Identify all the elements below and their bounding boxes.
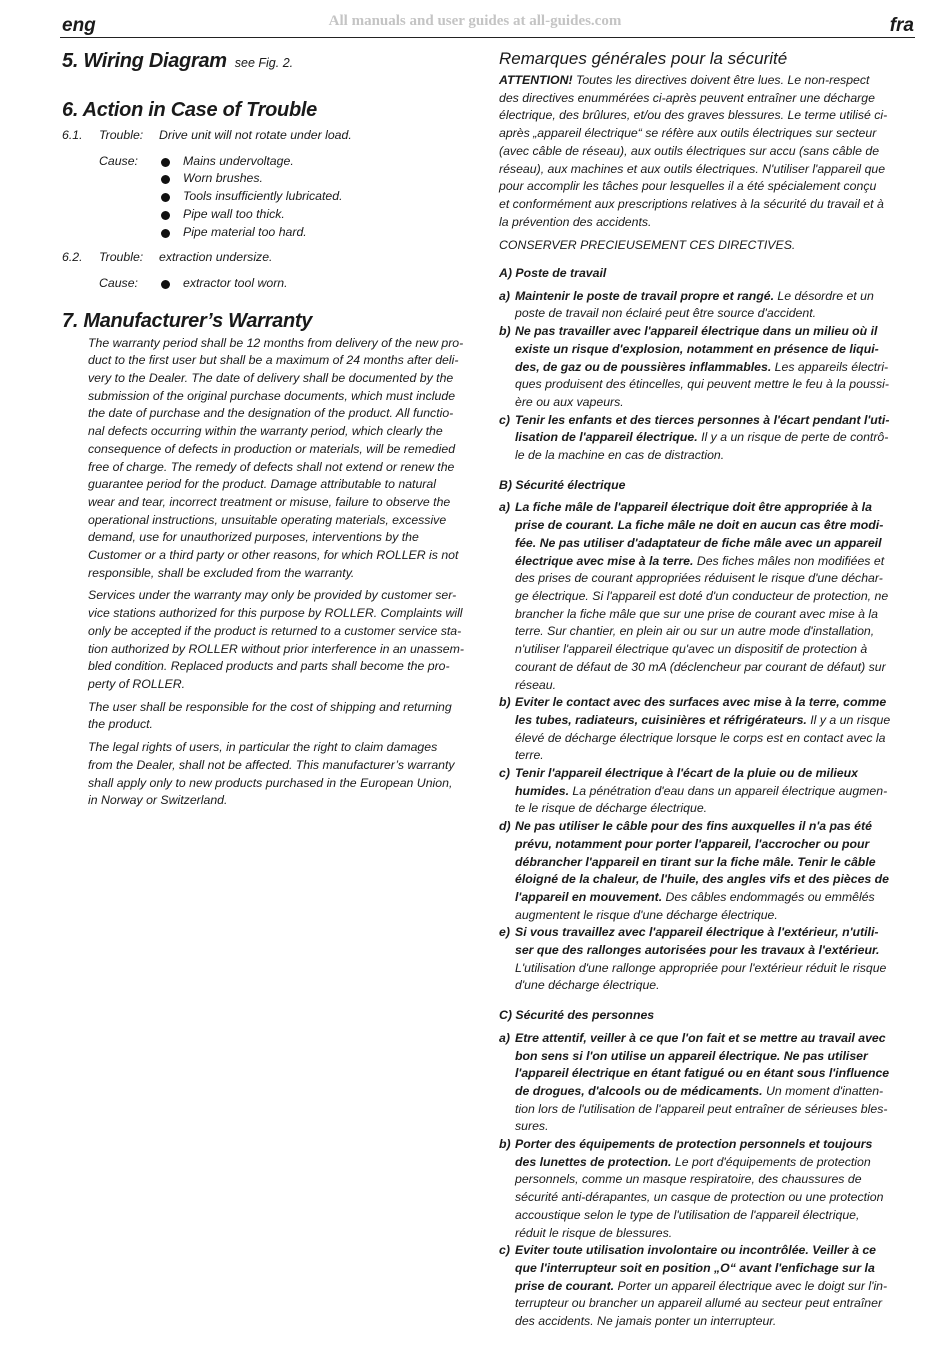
text-line: La fiche mâle de l'appareil électrique doit être appropriée à la (515, 500, 872, 515)
section-5-title: 5. Wiring Diagram (62, 50, 227, 72)
trouble-label: Trouble: (99, 250, 144, 265)
cause-label: Cause: (99, 153, 138, 168)
language-label-eng: eng (62, 15, 96, 36)
safety-item (499, 499, 913, 694)
safety-item (499, 412, 913, 465)
section-6-title: 6. Action in Case of Trouble (62, 99, 317, 121)
cause-item: Pipe material too hard. (159, 224, 343, 242)
trouble-6-2 (62, 249, 476, 292)
text-line: guarantee period for the product. Damage attributable to natural (88, 477, 436, 492)
language-label-fra: fra (889, 15, 914, 36)
left-column (62, 48, 476, 810)
text-line: Ne pas travailler avec l'appareil électrique dans un milieu où il (515, 324, 878, 339)
cause-list (159, 275, 288, 293)
text-line: Maintenir le poste de travail propre et rangé. (515, 288, 774, 303)
right-column (499, 48, 913, 1331)
text-line: responsible, shall be excluded from the warranty. (88, 565, 355, 580)
watermark: All manuals and user guides at all-guides.com (328, 13, 622, 29)
text-line: Il y a un risque (806, 712, 891, 727)
text-line: Le port d'équipements de protection (671, 1154, 871, 1169)
item-letter: c) (499, 412, 510, 427)
text-line: des prises de courant appropriées réduisent le risque d'une déchar- (515, 571, 883, 586)
text-line: accoustique selon le type de l'utilisation de l'appareil électrique, (515, 1207, 860, 1222)
text-line: éloigné de la chaleur, de l'huile, des angles vifs et des pièces de (515, 872, 890, 887)
section-heading: B) Sécurité électrique (499, 477, 626, 492)
item-letter: d) (499, 819, 511, 834)
text-line: brancher la fiche mâle que sur une prise de courant avec mise à la (515, 606, 878, 621)
text-line: des, de gaz ou de poussières inflammables. (515, 359, 772, 374)
item-text (515, 1136, 913, 1242)
text-line: wear and tear, incorrect treatment or misuse, failure to observe the (88, 494, 451, 509)
item-text (515, 694, 913, 765)
text-line: nal defects occurring within the warranty period, which clearly the (88, 424, 443, 439)
safety-item (499, 1136, 913, 1242)
text-line: (avec câble de réseau), aux outils électriques sur accu (sans câble de (499, 143, 880, 158)
text-line: Il y a un risque de perte de contrô- (697, 430, 889, 445)
text-line: Toutes les directives doivent être lues. Le non-respect (572, 73, 870, 87)
text-line: Des câbles endommagés ou emmêlés (662, 889, 875, 904)
text-line: the product. (88, 717, 153, 732)
text-line: duct to the first user but shall be a maximum of 24 months after deli- (88, 353, 459, 368)
text-line: courant de défaut de 30 mA (déclencheur par courant de défaut) sur (515, 659, 886, 674)
text-line: Le désordre et un (774, 288, 874, 303)
text-line: very to the Dealer. The date of delivery shall be documented by the (88, 371, 454, 386)
safety-item (499, 818, 913, 924)
text-line: des directives enummérées ci-après peuvent entraîner une décharge (499, 90, 875, 105)
safety-item (499, 924, 913, 995)
text-line: Tenir l'appareil électrique à l'écart de la pluie ou de milieux (515, 766, 858, 781)
cause-item: Pipe wall too thick. (159, 206, 343, 224)
text-line: Customer or a third party or other reasons, for which ROLLER is not (88, 548, 459, 563)
cause-list (159, 153, 343, 242)
trouble-number: 6.1. (62, 128, 83, 142)
text-line: le de la machine en cas de distraction. (515, 448, 725, 463)
safety-item (499, 288, 913, 323)
text-line: d'une décharge électrique. (515, 978, 660, 993)
text-line: après „appareil électrique“ se réfère aux outils électriques sur secteur (499, 126, 877, 141)
text-line: les tubes, radiateurs, cuisinières et réfrigérateurs. (515, 712, 807, 727)
text-line: La pénétration d'eau dans un appareil électrique augmen- (568, 783, 888, 798)
safety-item (499, 1242, 913, 1331)
header-rule (60, 37, 915, 38)
warranty-paragraph (88, 699, 476, 734)
text-line: électrique, des brûlures, et/ou des graves blessures. Le terme utilisé ci- (499, 108, 888, 123)
text-line: personnels, comme un masque respiratoire, des chaussures de (515, 1172, 862, 1187)
text-line: terre. (515, 748, 544, 763)
attention-label: ATTENTION! (499, 73, 573, 87)
text-line: débrancher l'appareil en tirant sur la fiche mâle. Tenir le câble (515, 854, 876, 869)
item-letter: a) (499, 1030, 510, 1045)
text-line: vice stations authorized for this purpose by ROLLER. Complaints will (88, 606, 463, 621)
item-letter: c) (499, 1243, 510, 1258)
text-line: demand, use for unauthorized purposes, interventions by the (88, 530, 419, 545)
text-line: ques produisent des étincelles, qui peuvent mettre le feu à la poussi- (515, 377, 889, 392)
item-bold-text (515, 925, 879, 957)
trouble-label: Trouble: (99, 128, 144, 142)
text-line: terre. Sur chantier, en plein air ou sur un autre mode d'installation, (515, 624, 875, 639)
text-line: Si vous travaillez avec l'appareil électrique à l'extérieur, n'utili- (515, 925, 879, 940)
text-line: lisation de l'appareil électrique. (515, 430, 698, 445)
item-letter: b) (499, 324, 511, 339)
item-letter: b) (499, 1137, 511, 1152)
item-text (515, 412, 913, 465)
text-line: Tenir les enfants et des tierces personnes à l'écart pendant l'uti- (515, 412, 890, 427)
text-line: l'appareil en mouvement. (515, 889, 663, 904)
text-line: only be accepted if the product is returned to a customer service sta- (88, 623, 462, 638)
text-line: terrupteur ou brancher un appareil allumé au secteur peut entraîner (515, 1296, 883, 1311)
warranty-paragraph (88, 739, 476, 810)
text-line: ère ou aux vapeurs. (515, 394, 624, 409)
item-text (515, 765, 913, 818)
text-line: réduit le risque de blessures. (515, 1225, 673, 1240)
text-line: ge électrique. Si l'appareil est doté d'un conducteur de protection, ne (515, 588, 889, 603)
item-text (515, 1242, 913, 1331)
text-line: The user shall be responsible for the cost of shipping and returning (88, 699, 452, 714)
cause-label: Cause: (99, 275, 138, 290)
trouble-number: 6.2. (62, 250, 83, 265)
text-line: prise de courant. (515, 1278, 615, 1293)
item-text (515, 1030, 913, 1136)
item-text (515, 818, 913, 924)
text-line: consequence of defects in production or materials, will be remedied (88, 441, 456, 456)
item-letter: c) (499, 766, 510, 781)
item-text (515, 924, 913, 995)
text-line: Porter des équipements de protection personnels et toujours (515, 1137, 873, 1152)
item-text (515, 499, 913, 694)
warranty-paragraph (88, 587, 476, 693)
item-letter: b) (499, 695, 511, 710)
text-line: free of charge. The remedy of defects shall not extend or renew the (88, 459, 455, 474)
text-line: Porter un appareil électrique avec le doigt sur l'in- (614, 1278, 888, 1293)
text-line: Un moment d'inatten- (762, 1083, 884, 1098)
text-line: pour accomplir les tâches pour lesquelles il a été spécialement conçu (499, 179, 877, 194)
section-7-title: 7. Manufacturer’s Warranty (62, 309, 313, 332)
text-line: Eviter le contact avec des surfaces avec mise à la terre, comme (515, 695, 887, 710)
text-line: Ne pas utiliser le câble pour des fins auxquelles il n'a pas été (515, 819, 872, 834)
text-line: tion lors de l'utilisation de l'appareil peut entraîner de sérieuses bles- (515, 1101, 888, 1116)
safety-item (499, 765, 913, 818)
text-line: l'appareil électrique en étant fatigué ou en étant sous l'influence (515, 1066, 890, 1081)
text-line: bon sens si l'on utilise un appareil électrique. Ne pas utiliser (515, 1048, 868, 1063)
item-letter: a) (499, 288, 510, 303)
text-line: te le risque de décharge électrique. (515, 801, 708, 816)
safety-title: Remarques générales pour la sécurité (499, 49, 788, 68)
text-line: The warranty period shall be 12 months from delivery of the new pro- (88, 335, 464, 350)
text-line: Services under the warranty may only be provided by customer ser- (88, 588, 457, 603)
text-line: n'utiliser l'appareil électrique qu'avec un dispositif de protection à (515, 642, 868, 657)
conserve-notice: CONSERVER PRECIEUSEMENT CES DIRECTIVES. (499, 238, 796, 253)
text-line: submission of the original purchase documents, which must include (88, 388, 456, 403)
cause-item: Mains undervoltage. (159, 153, 343, 171)
text-line: operational instructions, unsuitable operating materials, excessive (88, 512, 447, 527)
section-heading: C) Sécurité des personnes (499, 1008, 655, 1023)
item-text (515, 323, 913, 412)
item-letter: a) (499, 500, 510, 515)
trouble-text: extraction undersize. (159, 250, 273, 265)
text-line: ser que des rallonges autorisées pour les travaux à l'extérieur. (515, 943, 880, 958)
warranty-paragraph (88, 335, 476, 583)
text-line: réseau. (515, 677, 557, 692)
item-letter: e) (499, 925, 510, 940)
text-line: The legal rights of users, in particular the right to claim damages (88, 740, 438, 755)
text-line: la prévention des accidents. (499, 214, 652, 229)
text-line: bled condition. Replaced products and parts shall become the pro- (88, 659, 450, 674)
text-line: poste de travail non éclairé peut être source d'accident. (515, 306, 817, 321)
text-line: Etre attentif, veiller à ce que l'on fait et se mettre au travail avec (515, 1030, 886, 1045)
text-line: from the Dealer, shall not be affected. This manufacturer’s warranty (88, 757, 455, 772)
text-line: prévu, notamment pour porter l'appareil, l'accrocher ou pour (515, 836, 870, 851)
warranty-text (62, 335, 476, 810)
text-line: des lunettes de protection. (515, 1154, 672, 1169)
item-text (515, 288, 913, 323)
text-line: réseau), aux machines et aux outils électriques. N'utiliser l'appareil que (499, 161, 886, 176)
text-line: augmentent le risque d'une décharge électrique. (515, 907, 778, 922)
text-line: the date of purchase and the designation of the product. All functio- (88, 406, 454, 421)
text-line: que l'interrupteur soit en position „O“ avant l'enfichage sur la (515, 1261, 875, 1275)
text-line: perty of ROLLER. (88, 676, 186, 691)
text-line: électrique avec mise à la terre. (515, 553, 694, 568)
text-line: de drogues, d'alcools ou de médicaments. (515, 1083, 763, 1098)
trouble-text: Drive unit will not rotate under load. (159, 128, 352, 142)
safety-item (499, 323, 913, 412)
text-line: Des fiches mâles non modifiées et (693, 553, 885, 568)
text-line: existe un risque d'explosion, notamment en présence de liqui- (515, 341, 879, 356)
text-line: sécurité anti-dérapantes, un casque de protection ou une protection (515, 1190, 884, 1205)
text-line: tion authorized by ROLLER without prior interference in an unassem- (88, 641, 464, 656)
safety-item (499, 694, 913, 765)
text-line: élevé de décharge électrique lorsque le corps est en contact avec la (515, 730, 886, 745)
item-bold-text (515, 289, 774, 303)
text-line: L'utilisation d'une rallonge appropriée pour l'extérieur réduit le risque (515, 960, 887, 975)
text-line: sures. (515, 1119, 549, 1134)
text-line: des accidents. Ne jamais ponter un interrupteur. (515, 1314, 777, 1329)
text-line: Les appareils électri- (771, 359, 889, 374)
safety-item (499, 1030, 913, 1136)
section-5-heading (62, 49, 476, 75)
text-line: Eviter toute utilisation involontaire ou incontrôlée. Veiller à ce (515, 1243, 877, 1258)
text-line: fée. Ne pas utiliser d'adaptateur de fiche mâle avec un appareil (515, 535, 882, 550)
text-line: shall apply only to new products purchased in the European Union, (88, 775, 453, 790)
trouble-6-1 (62, 127, 476, 241)
cause-item: Tools insufficiently lubricated. (159, 188, 343, 206)
cause-item: Worn brushes. (159, 170, 343, 188)
section-heading: A) Poste de travail (499, 266, 607, 281)
text-line: in Norway or Switzerland. (88, 793, 228, 808)
text-line: et conformément aux prescriptions relatives à la sécurité du travail et à (499, 196, 884, 211)
text-line: humides. (515, 783, 569, 798)
text-line: prise de courant. La fiche mâle ne doit en aucun cas être modi- (515, 518, 884, 533)
section-5-ref: see Fig. 2. (234, 56, 294, 70)
attention-paragraph (499, 72, 913, 231)
safety-sections (499, 265, 913, 1331)
cause-item: extractor tool worn. (159, 275, 288, 293)
